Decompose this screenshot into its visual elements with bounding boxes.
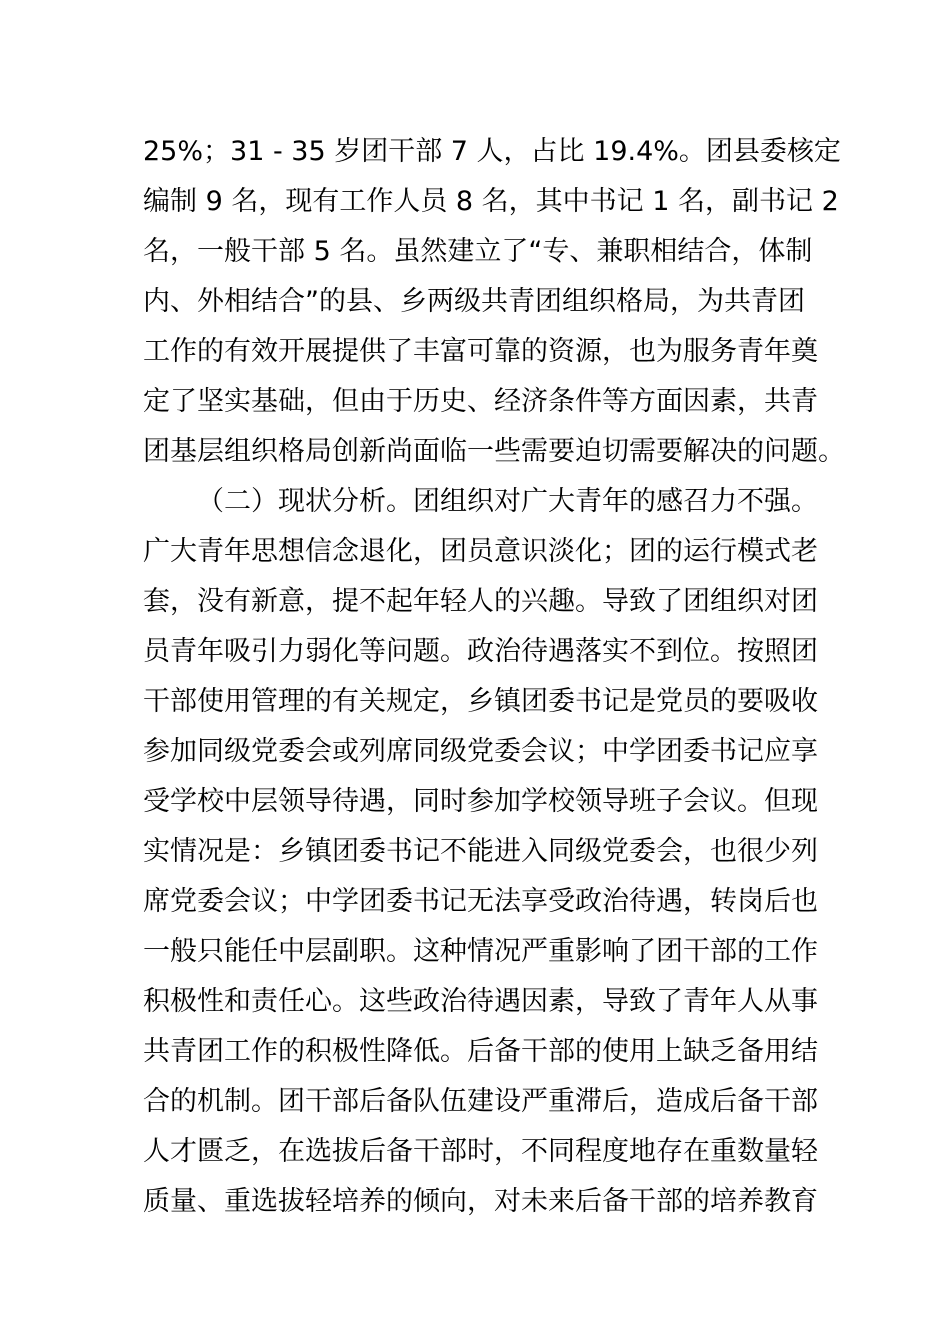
text-line: 共青团工作的积极性降低。后备干部的使用上缺乏备用结 bbox=[143, 1036, 818, 1067]
section-heading-line: （二）现状分析。团组织对广大青年的感召力不强。 bbox=[197, 486, 818, 517]
text-line: 名，一般干部 5 名。虽然建立了“专、兼职相结合，体制 bbox=[143, 236, 813, 267]
text-line: 受学校中层领导待遇，同时参加学校领导班子会议。但现 bbox=[143, 786, 818, 817]
text-line: 定了坚实基础，但由于历史、经济条件等方面因素，共青 bbox=[143, 386, 818, 417]
text-line: 工作的有效开展提供了丰富可靠的资源，也为服务青年奠 bbox=[143, 336, 818, 367]
text-line: 人才匮乏，在选拔后备干部时，不同程度地存在重数量轻 bbox=[143, 1136, 818, 1167]
text-line: 25%；31 - 35 岁团干部 7 人，占比 19.4%。团县委核定 bbox=[143, 136, 841, 167]
text-line: 员青年吸引力弱化等问题。政治待遇落实不到位。按照团 bbox=[143, 636, 818, 667]
text-line: 团基层组织格局创新尚面临一些需要迫切需要解决的问题。 bbox=[143, 436, 845, 467]
text-line: 实情况是：乡镇团委书记不能进入同级党委会，也很少列 bbox=[143, 836, 818, 867]
text-line: 参加同级党委会或列席同级党委会议；中学团委书记应享 bbox=[143, 736, 818, 767]
text-line: 广大青年思想信念退化，团员意识淡化；团的运行模式老 bbox=[143, 536, 818, 567]
text-line: 积极性和责任心。这些政治待遇因素，导致了青年人从事 bbox=[143, 986, 818, 1017]
text-line: 质量、重选拔轻培养的倾向，对未来后备干部的培养教育 bbox=[143, 1186, 818, 1217]
text-line: 套，没有新意，提不起年轻人的兴趣。导致了团组织对团 bbox=[143, 586, 818, 617]
text-line: 干部使用管理的有关规定，乡镇团委书记是党员的要吸收 bbox=[143, 686, 818, 717]
text-line: 一般只能任中层副职。这种情况严重影响了团干部的工作 bbox=[143, 936, 818, 967]
text-line: 席党委会议；中学团委书记无法享受政治待遇，转岗后也 bbox=[143, 886, 818, 917]
body-text bbox=[143, 127, 845, 1227]
text-line: 合的机制。团干部后备队伍建设严重滞后，造成后备干部 bbox=[143, 1086, 818, 1117]
text-line: 内、外相结合”的县、乡两级共青团组织格局，为共青团 bbox=[143, 286, 805, 317]
text-line: 编制 9 名，现有工作人员 8 名，其中书记 1 名，副书记 2 bbox=[143, 186, 839, 217]
